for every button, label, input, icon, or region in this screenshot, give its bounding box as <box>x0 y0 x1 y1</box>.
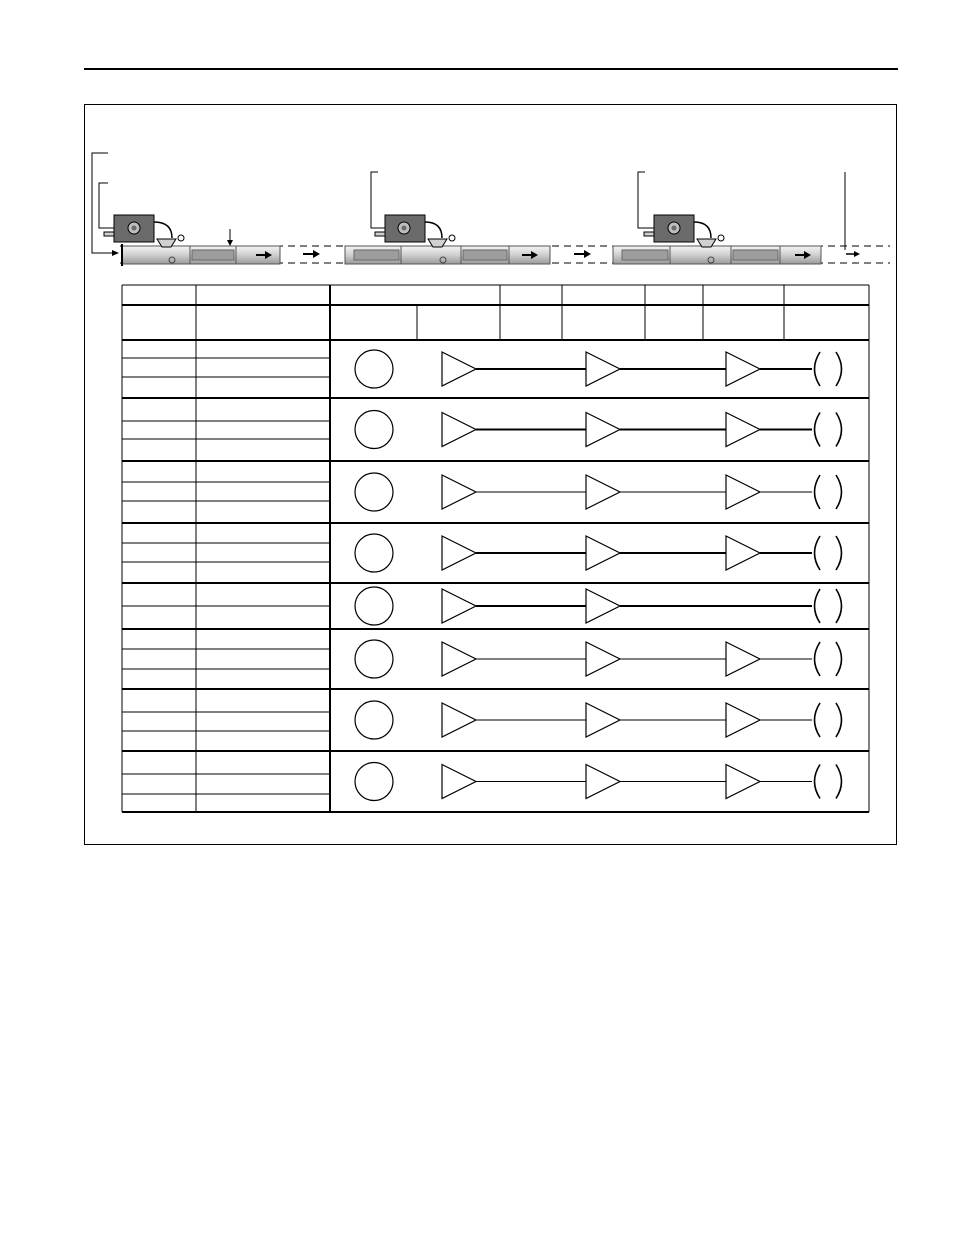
pipe-band <box>354 250 399 260</box>
contact-triangle-icon <box>726 765 760 799</box>
signal-wire <box>154 222 172 238</box>
output-bracket-left-icon <box>815 352 821 386</box>
contact-triangle-icon <box>442 765 476 799</box>
actuator-stem <box>375 232 385 236</box>
contact-triangle-icon <box>726 642 760 676</box>
equipment-illustration <box>92 153 890 266</box>
contact-triangle-icon <box>726 413 760 447</box>
contact-triangle-icon <box>586 352 620 386</box>
output-bracket-left-icon <box>815 642 821 676</box>
gauge-center-icon <box>402 226 407 231</box>
flow-arrowhead-icon <box>854 251 860 257</box>
coil-circle-icon <box>355 473 393 511</box>
truth-table-grid <box>122 285 869 812</box>
pipe-band <box>463 250 507 260</box>
gauge-center-icon <box>672 226 677 231</box>
coil-circle-icon <box>355 763 393 801</box>
contact-triangle-icon <box>442 536 476 570</box>
output-bracket-left-icon <box>815 536 821 570</box>
contact-triangle-icon <box>442 703 476 737</box>
valve-port-icon <box>178 235 184 241</box>
output-bracket-right-icon <box>836 765 842 799</box>
contact-triangle-icon <box>586 703 620 737</box>
coil-circle-icon <box>355 640 393 678</box>
output-bracket-right-icon <box>836 703 842 737</box>
leader-arrowhead-1 <box>112 250 119 256</box>
contact-triangle-icon <box>586 536 620 570</box>
leader-arrowhead-6 <box>227 240 233 246</box>
gauge-center-icon <box>132 226 137 231</box>
valve-port-icon <box>449 235 455 241</box>
actuator-stem <box>104 232 114 236</box>
coil-circle-icon <box>355 534 393 572</box>
contact-triangle-icon <box>442 352 476 386</box>
output-bracket-right-icon <box>836 413 842 447</box>
contact-triangle-icon <box>726 536 760 570</box>
coil-circle-icon <box>355 587 393 625</box>
output-bracket-right-icon <box>836 536 842 570</box>
contact-triangle-icon <box>442 589 476 623</box>
flow-arrowhead-icon <box>584 250 591 258</box>
pipe-band <box>192 250 234 260</box>
pipe-band <box>733 250 778 260</box>
output-bracket-left-icon <box>815 475 821 509</box>
actuator-stem <box>644 232 654 236</box>
contact-triangle-icon <box>442 475 476 509</box>
contact-triangle-icon <box>442 413 476 447</box>
output-bracket-right-icon <box>836 642 842 676</box>
signal-wire <box>425 222 442 238</box>
contact-triangle-icon <box>586 413 620 447</box>
output-bracket-left-icon <box>815 703 821 737</box>
contact-triangle-icon <box>586 765 620 799</box>
contact-triangle-icon <box>586 589 620 623</box>
figure-frame <box>85 105 897 845</box>
contact-triangle-icon <box>442 642 476 676</box>
ladder-diagram <box>355 350 842 801</box>
contact-triangle-icon <box>726 475 760 509</box>
signal-wire <box>694 222 711 238</box>
unit-2 <box>345 215 550 264</box>
contact-triangle-icon <box>586 642 620 676</box>
flow-arrowhead-icon <box>313 250 320 258</box>
pipe-band <box>622 250 668 260</box>
output-bracket-right-icon <box>836 352 842 386</box>
contact-triangle-icon <box>586 475 620 509</box>
coil-circle-icon <box>355 701 393 739</box>
output-bracket-right-icon <box>836 589 842 623</box>
output-bracket-left-icon <box>815 413 821 447</box>
coil-circle-icon <box>355 411 393 449</box>
output-bracket-right-icon <box>836 475 842 509</box>
contact-triangle-icon <box>726 703 760 737</box>
coil-circle-icon <box>355 350 393 388</box>
unit-1 <box>104 215 280 266</box>
output-bracket-left-icon <box>815 765 821 799</box>
unit-3 <box>613 215 821 264</box>
output-bracket-left-icon <box>815 589 821 623</box>
valve-port-icon <box>718 235 724 241</box>
contact-triangle-icon <box>726 352 760 386</box>
